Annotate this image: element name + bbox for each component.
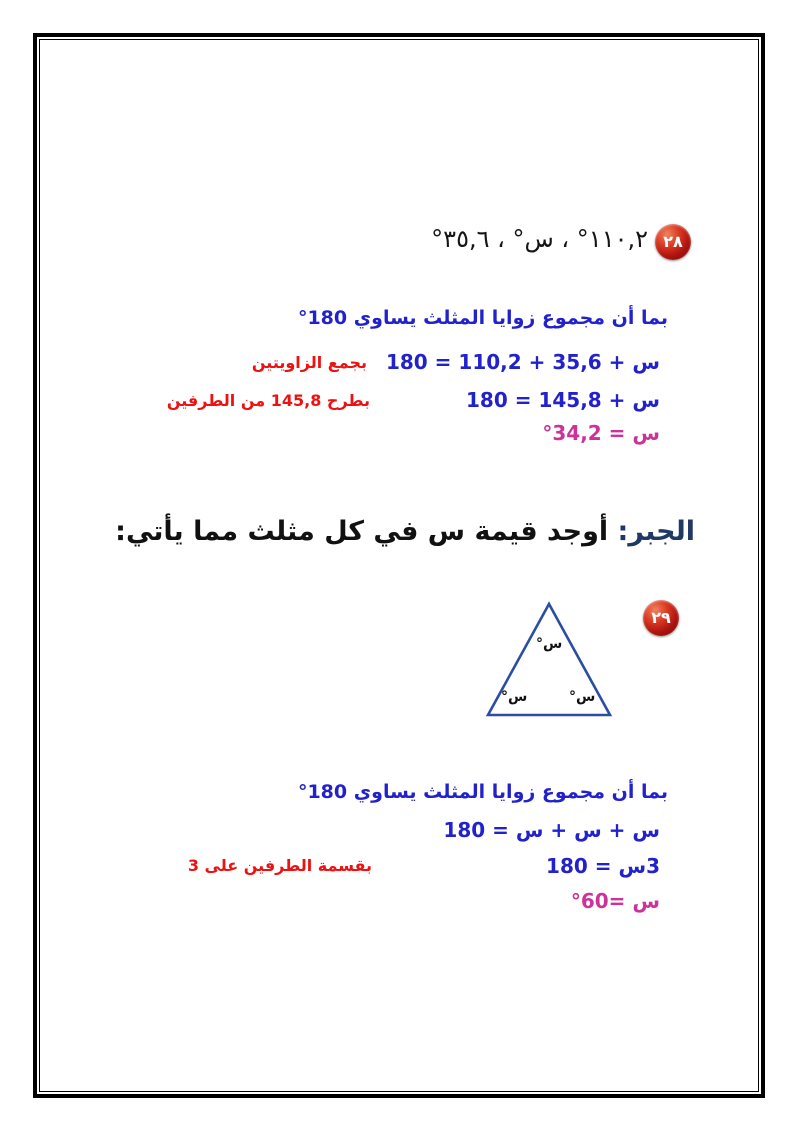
solution-28-step2-equation: س + 145,8 = 180 xyxy=(466,388,660,412)
solution-29-step2-equation: 3س = 180 xyxy=(546,854,660,878)
solution-28-given: بما أن مجموع زوايا المثلث يساوي 180° xyxy=(297,307,668,329)
solution-28-step1-note: بجمع الزاويتين xyxy=(251,353,367,372)
solution-28-step2-note: بطرح 145,8 من الطرفين xyxy=(166,391,370,410)
solution-28-result: س = 34,2° xyxy=(542,421,660,445)
section-heading-rest: أوجد قيمة س في كل مثلث مما يأتي: xyxy=(115,516,618,547)
solution-29-given: بما أن مجموع زوايا المثلث يساوي 180° xyxy=(297,781,668,803)
problem-28-badge: ٢٨ xyxy=(655,224,691,260)
triangle-angle-label-bottom-left: س° xyxy=(501,689,528,705)
page-border xyxy=(33,33,765,1098)
triangle-angle-label-bottom-right: س° xyxy=(569,689,596,705)
solution-29-step2-note: بقسمة الطرفين على 3 xyxy=(187,856,372,875)
solution-29-step1-equation: س + س + س = 180 xyxy=(443,818,660,842)
section-heading xyxy=(115,516,695,547)
problem-28-statement: ١١٠,٢° ، س° ، ٣٥,٦° xyxy=(431,225,648,253)
solution-28-step1-equation: س + 35,6 + 110,2 = 180 xyxy=(385,350,660,374)
problem-29-badge: ٢٩ xyxy=(643,600,679,636)
triangle-angle-label-top: س° xyxy=(536,636,563,652)
triangle-figure xyxy=(470,594,630,726)
solution-29-result: س =60° xyxy=(570,889,660,913)
section-heading-lead: الجبر: xyxy=(617,516,695,547)
